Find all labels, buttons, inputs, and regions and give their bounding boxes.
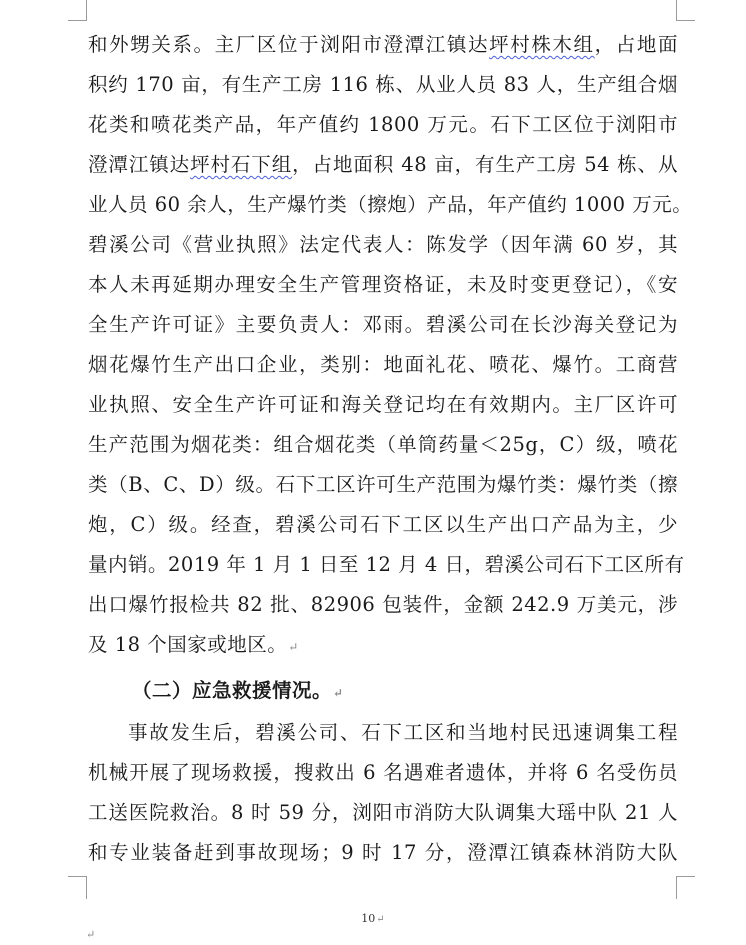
text-line: 积约 170 亩，有生产工房 116 栋、从业人员 83 人，生产组合烟 <box>88 73 678 96</box>
text-line: 和专业装备赶到事故现场；9 时 17 分，澄潭江镇森林消防大队 <box>88 841 678 864</box>
crop-mark-top-left <box>68 0 87 21</box>
crop-mark-top-right <box>676 0 695 21</box>
text-line: 和外甥关系。主厂区位于浏阳市澄潭江镇达坪村株木组，占地面 <box>88 33 678 56</box>
paragraph-mark: ↵ <box>86 928 96 941</box>
crop-mark-bottom-right <box>676 876 695 899</box>
text-line: 炮，C）级。经查，碧溪公司石下工区以生产出口产品为主，少 <box>88 513 678 536</box>
text-line: 出口爆竹报检共 82 批、82906 包装件，金额 242.9 万美元，涉 <box>88 593 678 616</box>
text-line: 全生产许可证》主要负责人：邓雨。碧溪公司在长沙海关登记为 <box>88 313 678 336</box>
text-line: 工送医院救治。8 时 59 分，浏阳市消防大队调集大瑶中队 21 人 <box>88 801 678 824</box>
section-heading: （二）应急救援情况。↵ <box>132 679 344 702</box>
text-line: 澄潭江镇达坪村石下组，占地面积 48 亩，有生产工房 54 栋、从 <box>88 153 678 176</box>
text-line: 机械开展了现场救援，搜救出 6 名遇难者遗体，并将 6 名受伤员 <box>88 761 678 784</box>
text-line: 类（B、C、D）级。石下工区许可生产范围为爆竹类：爆竹类（擦 <box>88 473 678 496</box>
paragraph-mark: ↵ <box>333 686 344 700</box>
text-line: 业执照、安全生产许可证和海关登记均在有效期内。主厂区许可 <box>88 393 678 416</box>
text-line: 花类和喷花类产品，年产值约 1800 万元。石下工区位于浏阳市 <box>88 113 678 136</box>
text-line: 事故发生后，碧溪公司、石下工区和当地村民迅速调集工程 <box>128 721 678 744</box>
paragraph-mark: ↵ <box>376 914 385 925</box>
text-line: 生产范围为烟花类：组合烟花类（单筒药量＜25g，C）级，喷花 <box>88 433 678 456</box>
page-number: 10↵ <box>361 912 385 925</box>
text-line: 量内销。2019 年 1 月 1 日至 12 月 4 日，碧溪公司石下工区所有 <box>88 553 685 576</box>
spell-check-underline: 坪村株木组 <box>489 33 595 56</box>
spell-check-underline: 坪村石下组 <box>190 153 293 176</box>
text-line: 烟花爆竹生产出口企业，类别：地面礼花、喷花、爆竹。工商营 <box>88 353 678 376</box>
text-line: 业人员 60 余人，生产爆竹类（擦炮）产品，年产值约 1000 万元。 <box>88 193 693 216</box>
text-line: 碧溪公司《营业执照》法定代表人：陈发学（因年满 60 岁，其 <box>88 233 678 256</box>
crop-mark-bottom-left <box>68 876 87 899</box>
text-line: 及 18 个国家或地区。↵ <box>88 633 299 656</box>
text-line: 本人未再延期办理安全生产管理资格证，未及时变更登记），《安 <box>88 273 678 296</box>
paragraph-mark: ↵ <box>288 640 299 654</box>
